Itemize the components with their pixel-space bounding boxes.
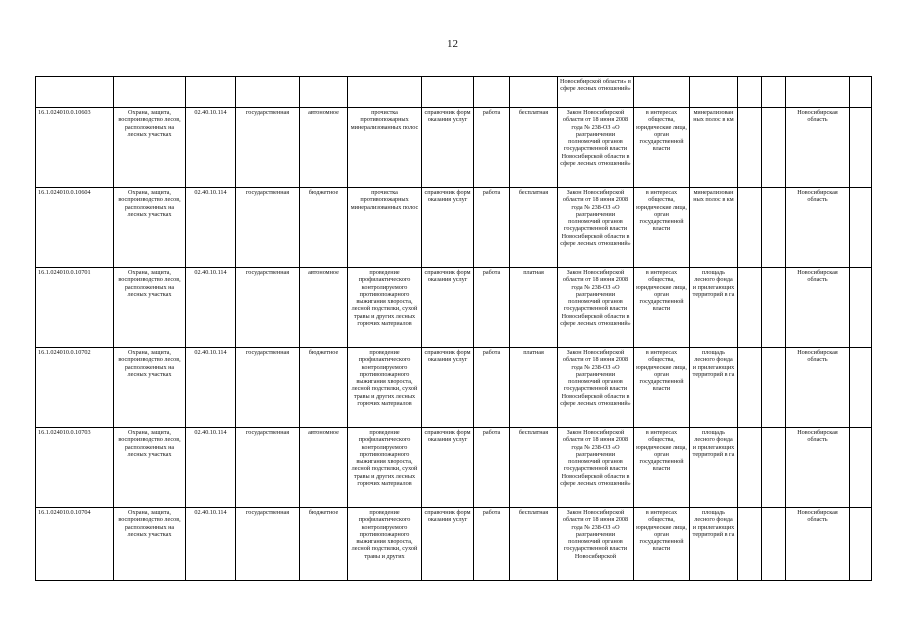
empty-cell (850, 188, 872, 268)
content-cell: проведение профилактического контролируемого противопожарного выжигания хвороста, лесной подстилки, сухой травы и других лесных горючих материалов (348, 268, 422, 348)
region-cell: Новосибирская область (786, 348, 850, 428)
table-row (36, 268, 872, 348)
indicator-cell: площадь лесного фонда и прилегающих территорий в га (690, 268, 738, 348)
consumers-cell: в интересах общества, юридические лица, орган государственной власти (634, 348, 690, 428)
okved-cell: 02.40.10.114 (186, 508, 236, 581)
empty-cell (762, 508, 786, 581)
code-cell: 16.1.024010.0.10703 (36, 428, 114, 508)
institution-cell: бюджетное (300, 188, 348, 268)
indicator-cell: площадь лесного фонда и прилегающих территорий в га (690, 348, 738, 428)
paid-cell: бесплатная (510, 428, 558, 508)
region-cell: Новосибирская область (786, 508, 850, 581)
law-cell: Закон Новосибирской области от 18 июня 2008 года № 238-ОЗ «О разграничении полномочий органов государственной власти Новосибирской (558, 508, 634, 581)
institution-cell: бюджетное (300, 348, 348, 428)
okved-cell: 02.40.10.114 (186, 348, 236, 428)
content-cell: прочистка противопожарных минерализованных полос (348, 108, 422, 188)
empty-cell (762, 348, 786, 428)
consumers-cell: в интересах общества, юридические лица, орган государственной власти (634, 428, 690, 508)
empty-cell (850, 108, 872, 188)
consumers-cell: в интересах общества, юридические лица, орган государственной власти (634, 268, 690, 348)
region-cell: Новосибирская область (786, 428, 850, 508)
law-cell: Закон Новосибирской области от 18 июня 2008 года № 238-ОЗ «О разграничении полномочий органов государственной власти Новосибирской области в сфере лесных отношений» (558, 188, 634, 268)
empty-cell (850, 428, 872, 508)
kind-cell: работа (474, 428, 510, 508)
empty-cell (738, 508, 762, 581)
table-row (36, 108, 872, 188)
code-cell: 16.1.024010.0.10604 (36, 188, 114, 268)
law-cell: Новосибирской области» в сфере лесных отношений» (558, 77, 634, 108)
name-cell: Охрана, защита, воспроизводство лесов, расположенных на лесных участках (114, 508, 186, 581)
institution-cell: автономное (300, 268, 348, 348)
indicator-cell: площадь лесного фонда и прилегающих территорий в га (690, 508, 738, 581)
code-cell: 16.1.024010.0.10603 (36, 108, 114, 188)
name-cell: Охрана, защита, воспроизводство лесов, расположенных на лесных участках (114, 108, 186, 188)
ownership-cell: государственная (236, 348, 300, 428)
paid-cell: бесплатная (510, 108, 558, 188)
okved-cell: 02.40.10.114 (186, 188, 236, 268)
name-cell: Охрана, защита, воспроизводство лесов, расположенных на лесных участках (114, 188, 186, 268)
institution-cell: бюджетное (300, 508, 348, 581)
ownership-cell: государственная (236, 268, 300, 348)
name-cell: Охрана, защита, воспроизводство лесов, расположенных на лесных участках (114, 268, 186, 348)
paid-cell: платная (510, 348, 558, 428)
region-cell: Новосибирская область (786, 268, 850, 348)
content-cell: проведение профилактического контролируемого противопожарного выжигания хвороста, лесной подстилки, сухой травы и других (348, 508, 422, 581)
paid-cell: бесплатная (510, 508, 558, 581)
catalog-cell: справочник форм оказания услуг (422, 188, 474, 268)
content-cell: проведение профилактического контролируемого противопожарного выжигания хвороста, лесной подстилки, сухой травы и других лесных горючих материалов (348, 348, 422, 428)
law-cell: Закон Новосибирской области от 18 июня 2008 года № 238-ОЗ «О разграничении полномочий органов государственной власти Новосибирской области в сфере лесных отношений» (558, 268, 634, 348)
kind-cell: работа (474, 508, 510, 581)
kind-cell: работа (474, 268, 510, 348)
empty-cell (738, 188, 762, 268)
paid-cell: платная (510, 268, 558, 348)
catalog-cell: справочник форм оказания услуг (422, 348, 474, 428)
empty-cell (738, 428, 762, 508)
empty-cell (738, 348, 762, 428)
content-cell: прочистка противопожарных минерализованных полос (348, 188, 422, 268)
empty-cell (762, 108, 786, 188)
table-row (36, 508, 872, 581)
ownership-cell: государственная (236, 108, 300, 188)
ownership-cell: государственная (236, 188, 300, 268)
empty-cell (850, 508, 872, 581)
catalog-cell: справочник форм оказания услуг (422, 108, 474, 188)
catalog-cell: справочник форм оказания услуг (422, 268, 474, 348)
indicator-cell: минерализованных полос в км (690, 188, 738, 268)
indicator-cell: площадь лесного фонда и прилегающих территорий в га (690, 428, 738, 508)
kind-cell: работа (474, 348, 510, 428)
name-cell: Охрана, защита, воспроизводство лесов, расположенных на лесных участках (114, 348, 186, 428)
empty-cell (762, 428, 786, 508)
table-row-continuation (36, 77, 872, 108)
table-row (36, 188, 872, 268)
region-cell: Новосибирская область (786, 188, 850, 268)
code-cell: 16.1.024010.0.10702 (36, 348, 114, 428)
consumers-cell: в интересах общества, юридические лица, орган государственной власти (634, 508, 690, 581)
empty-cell (738, 108, 762, 188)
okved-cell: 02.40.10.114 (186, 268, 236, 348)
catalog-cell: справочник форм оказания услуг (422, 508, 474, 581)
law-cell: Закон Новосибирской области от 18 июня 2008 года № 238-ОЗ «О разграничении полномочий органов государственной власти Новосибирской области в сфере лесных отношений» (558, 348, 634, 428)
okved-cell: 02.40.10.114 (186, 428, 236, 508)
code-cell: 16.1.024010.0.10701 (36, 268, 114, 348)
table-row (36, 348, 872, 428)
ownership-cell: государственная (236, 428, 300, 508)
institution-cell: автономное (300, 108, 348, 188)
kind-cell: работа (474, 108, 510, 188)
law-cell: Закон Новосибирской области от 18 июня 2008 года № 238-ОЗ «О разграничении полномочий органов государственной власти Новосибирской области в сфере лесных отношений» (558, 108, 634, 188)
empty-cell (738, 268, 762, 348)
empty-cell (850, 348, 872, 428)
consumers-cell: в интересах общества, юридические лица, орган государственной власти (634, 188, 690, 268)
table-row (36, 428, 872, 508)
content-cell: проведение профилактического контролируемого противопожарного выжигания хвороста, лесной подстилки, сухой травы и других лесных горючих материалов (348, 428, 422, 508)
code-cell: 16.1.024010.0.10704 (36, 508, 114, 581)
kind-cell: работа (474, 188, 510, 268)
page-number: 12 (447, 38, 458, 50)
institution-cell: автономное (300, 428, 348, 508)
paid-cell: бесплатная (510, 188, 558, 268)
region-cell: Новосибирская область (786, 108, 850, 188)
catalog-cell: справочник форм оказания услуг (422, 428, 474, 508)
empty-cell (762, 188, 786, 268)
consumers-cell: в интересах общества, юридические лица, орган государственной власти (634, 108, 690, 188)
law-cell: Закон Новосибирской области от 18 июня 2008 года № 238-ОЗ «О разграничении полномочий органов государственной власти Новосибирской области в сфере лесных отношений» (558, 428, 634, 508)
indicator-cell: минерализованных полос в км (690, 108, 738, 188)
name-cell: Охрана, защита, воспроизводство лесов, расположенных на лесных участках (114, 428, 186, 508)
registry-table (35, 76, 872, 581)
okved-cell: 02.40.10.114 (186, 108, 236, 188)
empty-cell (762, 268, 786, 348)
empty-cell (850, 268, 872, 348)
ownership-cell: государственная (236, 508, 300, 581)
